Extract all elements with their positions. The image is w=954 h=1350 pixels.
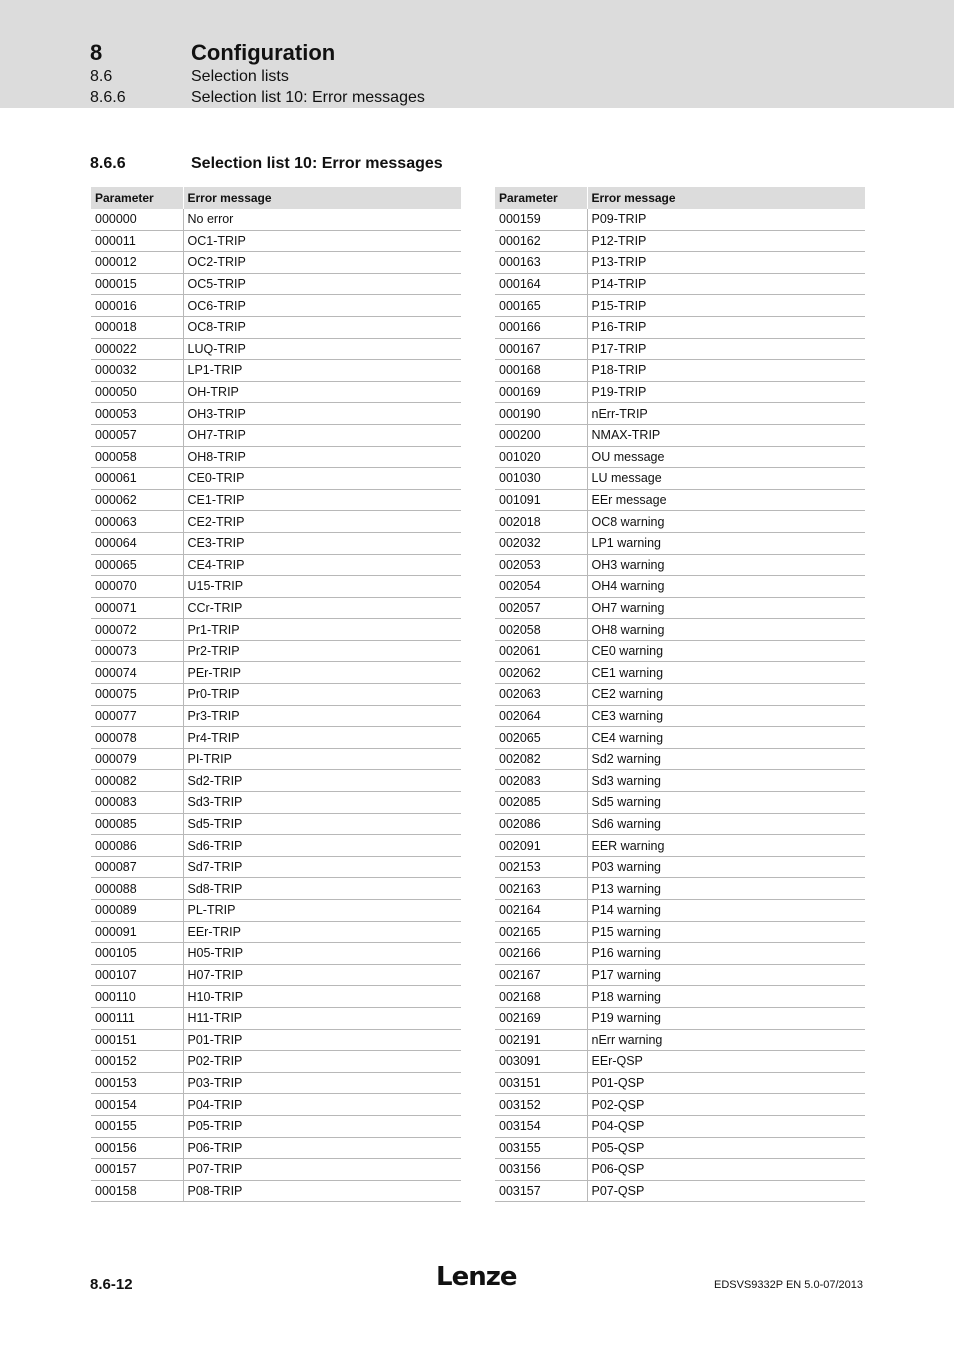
parameter-cell: 000088 bbox=[91, 878, 183, 900]
error-message-cell: P16-TRIP bbox=[587, 316, 865, 338]
table-row bbox=[495, 770, 865, 792]
error-message-cell: P13-TRIP bbox=[587, 252, 865, 274]
error-table-right bbox=[495, 187, 865, 1202]
table-row bbox=[495, 230, 865, 252]
error-message-cell: CE4-TRIP bbox=[183, 554, 461, 576]
parameter-cell: 000159 bbox=[495, 209, 587, 230]
parameter-cell: 000082 bbox=[91, 770, 183, 792]
parameter-cell: 003151 bbox=[495, 1072, 587, 1094]
error-message-cell: P15 warning bbox=[587, 921, 865, 943]
parameter-cell: 000074 bbox=[91, 662, 183, 684]
error-message-cell: LU message bbox=[587, 468, 865, 490]
error-message-cell: P06-TRIP bbox=[183, 1137, 461, 1159]
table-row bbox=[91, 619, 461, 641]
parameter-cell: 002091 bbox=[495, 835, 587, 857]
parameter-cell: 000083 bbox=[91, 792, 183, 814]
parameter-cell: 002163 bbox=[495, 878, 587, 900]
table-row bbox=[91, 1115, 461, 1137]
table-row bbox=[91, 381, 461, 403]
parameter-cell: 000152 bbox=[91, 1051, 183, 1073]
parameter-cell: 002086 bbox=[495, 813, 587, 835]
parameter-cell: 002063 bbox=[495, 684, 587, 706]
error-message-cell: OH8 warning bbox=[587, 619, 865, 641]
error-message-cell: P19 warning bbox=[587, 1007, 865, 1029]
table-row bbox=[495, 748, 865, 770]
error-message-cell: OH3 warning bbox=[587, 554, 865, 576]
table-row bbox=[91, 295, 461, 317]
error-message-cell: Pr1-TRIP bbox=[183, 619, 461, 641]
table-row bbox=[495, 684, 865, 706]
table-row bbox=[91, 360, 461, 382]
parameter-cell: 000158 bbox=[91, 1180, 183, 1202]
parameter-cell: 002062 bbox=[495, 662, 587, 684]
error-message-cell: PEr-TRIP bbox=[183, 662, 461, 684]
table-row bbox=[91, 748, 461, 770]
table-row bbox=[91, 813, 461, 835]
error-message-cell: Sd6-TRIP bbox=[183, 835, 461, 857]
error-message-cell: P04-TRIP bbox=[183, 1094, 461, 1116]
parameter-cell: 000058 bbox=[91, 446, 183, 468]
table-row bbox=[495, 1137, 865, 1159]
error-message-cell: CE2 warning bbox=[587, 684, 865, 706]
parameter-cell: 000155 bbox=[91, 1115, 183, 1137]
error-message-cell: Sd2-TRIP bbox=[183, 770, 461, 792]
table-row bbox=[495, 1029, 865, 1051]
error-message-cell: No error bbox=[183, 209, 461, 230]
error-message-cell: Pr0-TRIP bbox=[183, 684, 461, 706]
chapter-title: Configuration bbox=[191, 40, 336, 65]
table-row bbox=[91, 964, 461, 986]
lenze-logo: Lenze bbox=[436, 1262, 517, 1292]
parameter-cell: 002165 bbox=[495, 921, 587, 943]
table-row bbox=[495, 792, 865, 814]
error-message-cell: P06-QSP bbox=[587, 1159, 865, 1181]
error-message-cell: OH8-TRIP bbox=[183, 446, 461, 468]
error-message-cell: LUQ-TRIP bbox=[183, 338, 461, 360]
error-message-cell: P01-TRIP bbox=[183, 1029, 461, 1051]
page-number: 8.6-12 bbox=[90, 1276, 133, 1293]
table-row bbox=[495, 1007, 865, 1029]
error-message-cell: PL-TRIP bbox=[183, 900, 461, 922]
parameter-cell: 002153 bbox=[495, 856, 587, 878]
error-message-cell: OC5-TRIP bbox=[183, 273, 461, 295]
header-band bbox=[0, 0, 954, 108]
error-message-cell: P03 warning bbox=[587, 856, 865, 878]
parameter-cell: 000064 bbox=[91, 532, 183, 554]
error-message-cell: CE2-TRIP bbox=[183, 511, 461, 533]
parameter-cell: 002166 bbox=[495, 943, 587, 965]
table-row bbox=[91, 403, 461, 425]
table-row bbox=[495, 316, 865, 338]
error-message-cell: OC8-TRIP bbox=[183, 316, 461, 338]
error-message-cell: OH7 warning bbox=[587, 597, 865, 619]
error-message-cell: P18-TRIP bbox=[587, 360, 865, 382]
heading-title: Selection list 10: Error messages bbox=[191, 155, 443, 172]
parameter-cell: 002083 bbox=[495, 770, 587, 792]
table-row bbox=[91, 1159, 461, 1181]
error-message-cell: P04-QSP bbox=[587, 1115, 865, 1137]
parameter-cell: 000151 bbox=[91, 1029, 183, 1051]
table-row bbox=[91, 986, 461, 1008]
parameter-cell: 000077 bbox=[91, 705, 183, 727]
parameter-cell: 000091 bbox=[91, 921, 183, 943]
table-row bbox=[495, 446, 865, 468]
parameter-cell: 000015 bbox=[91, 273, 183, 295]
error-message-cell: P05-TRIP bbox=[183, 1115, 461, 1137]
table-row bbox=[495, 381, 865, 403]
parameter-cell: 002169 bbox=[495, 1007, 587, 1029]
parameter-cell: 002065 bbox=[495, 727, 587, 749]
error-message-cell: Sd5-TRIP bbox=[183, 813, 461, 835]
error-message-cell: Sd8-TRIP bbox=[183, 878, 461, 900]
table-row bbox=[495, 662, 865, 684]
parameter-cell: 000107 bbox=[91, 964, 183, 986]
table-row bbox=[91, 532, 461, 554]
table-row bbox=[91, 662, 461, 684]
table-row bbox=[495, 338, 865, 360]
parameter-cell: 000018 bbox=[91, 316, 183, 338]
parameter-cell: 000062 bbox=[91, 489, 183, 511]
error-message-cell: OH3-TRIP bbox=[183, 403, 461, 425]
table-row bbox=[495, 360, 865, 382]
error-message-cell: LP1-TRIP bbox=[183, 360, 461, 382]
table-row bbox=[91, 1029, 461, 1051]
parameter-cell: 000157 bbox=[91, 1159, 183, 1181]
parameter-cell: 000190 bbox=[495, 403, 587, 425]
error-message-cell: CCr-TRIP bbox=[183, 597, 461, 619]
table-row bbox=[91, 921, 461, 943]
table-row bbox=[495, 856, 865, 878]
parameter-cell: 003155 bbox=[495, 1137, 587, 1159]
parameter-cell: 000057 bbox=[91, 424, 183, 446]
error-message-cell: P02-QSP bbox=[587, 1094, 865, 1116]
table-row bbox=[495, 1072, 865, 1094]
table-row bbox=[495, 1159, 865, 1181]
parameter-cell: 000073 bbox=[91, 640, 183, 662]
parameter-cell: 002167 bbox=[495, 964, 587, 986]
table-row bbox=[91, 489, 461, 511]
parameter-cell: 002058 bbox=[495, 619, 587, 641]
table-row bbox=[495, 532, 865, 554]
parameter-cell: 002082 bbox=[495, 748, 587, 770]
error-message-cell: P13 warning bbox=[587, 878, 865, 900]
error-message-cell: P05-QSP bbox=[587, 1137, 865, 1159]
error-message-column-header: Error message bbox=[587, 187, 865, 209]
parameter-column-header: Parameter bbox=[495, 187, 587, 209]
error-message-cell: CE1-TRIP bbox=[183, 489, 461, 511]
parameter-cell: 001030 bbox=[495, 468, 587, 490]
parameter-cell: 000164 bbox=[495, 273, 587, 295]
table-row bbox=[495, 1094, 865, 1116]
parameter-cell: 000087 bbox=[91, 856, 183, 878]
parameter-cell: 000072 bbox=[91, 619, 183, 641]
parameter-cell: 000022 bbox=[91, 338, 183, 360]
table-row bbox=[91, 900, 461, 922]
parameter-cell: 002032 bbox=[495, 532, 587, 554]
parameter-cell: 000075 bbox=[91, 684, 183, 706]
table-row bbox=[495, 878, 865, 900]
table-row bbox=[91, 727, 461, 749]
table-row bbox=[495, 511, 865, 533]
table-row bbox=[91, 273, 461, 295]
parameter-cell: 003091 bbox=[495, 1051, 587, 1073]
parameter-cell: 002057 bbox=[495, 597, 587, 619]
parameter-cell: 003152 bbox=[495, 1094, 587, 1116]
parameter-cell: 000012 bbox=[91, 252, 183, 274]
parameter-cell: 000111 bbox=[91, 1007, 183, 1029]
error-message-cell: EEr-TRIP bbox=[183, 921, 461, 943]
error-message-cell: P09-TRIP bbox=[587, 209, 865, 230]
parameter-cell: 000000 bbox=[91, 209, 183, 230]
parameter-cell: 001091 bbox=[495, 489, 587, 511]
parameter-cell: 000165 bbox=[495, 295, 587, 317]
parameter-cell: 000153 bbox=[91, 1072, 183, 1094]
error-message-cell: Sd2 warning bbox=[587, 748, 865, 770]
table-row bbox=[495, 1051, 865, 1073]
table-row bbox=[495, 640, 865, 662]
table-row bbox=[495, 424, 865, 446]
error-message-cell: P08-TRIP bbox=[183, 1180, 461, 1202]
parameter-cell: 000011 bbox=[91, 230, 183, 252]
subsection-title: Selection list 10: Error messages bbox=[191, 89, 425, 106]
parameter-cell: 002061 bbox=[495, 640, 587, 662]
error-message-cell: P14-TRIP bbox=[587, 273, 865, 295]
table-header-row bbox=[91, 187, 461, 209]
table-row bbox=[91, 576, 461, 598]
table-row bbox=[495, 705, 865, 727]
table-row bbox=[495, 576, 865, 598]
parameter-cell: 002018 bbox=[495, 511, 587, 533]
table-row bbox=[495, 209, 865, 230]
table-row bbox=[91, 468, 461, 490]
error-message-cell: OH4 warning bbox=[587, 576, 865, 598]
table-row bbox=[91, 252, 461, 274]
table-row bbox=[495, 986, 865, 1008]
table-row bbox=[495, 964, 865, 986]
parameter-cell: 002085 bbox=[495, 792, 587, 814]
error-message-cell: OH-TRIP bbox=[183, 381, 461, 403]
table-row bbox=[495, 489, 865, 511]
table-row bbox=[495, 468, 865, 490]
error-message-cell: PI-TRIP bbox=[183, 748, 461, 770]
parameter-cell: 000079 bbox=[91, 748, 183, 770]
parameter-cell: 000070 bbox=[91, 576, 183, 598]
parameter-cell: 003154 bbox=[495, 1115, 587, 1137]
table-row bbox=[91, 684, 461, 706]
error-message-cell: OC2-TRIP bbox=[183, 252, 461, 274]
parameter-cell: 000086 bbox=[91, 835, 183, 857]
error-message-cell: U15-TRIP bbox=[183, 576, 461, 598]
parameter-cell: 000168 bbox=[495, 360, 587, 382]
parameter-cell: 002191 bbox=[495, 1029, 587, 1051]
parameter-cell: 000065 bbox=[91, 554, 183, 576]
parameter-cell: 000053 bbox=[91, 403, 183, 425]
error-message-cell: P19-TRIP bbox=[587, 381, 865, 403]
error-message-cell: EEr-QSP bbox=[587, 1051, 865, 1073]
error-message-cell: P12-TRIP bbox=[587, 230, 865, 252]
table-row bbox=[91, 878, 461, 900]
error-message-cell: nErr warning bbox=[587, 1029, 865, 1051]
table-row bbox=[91, 511, 461, 533]
error-message-cell: CE1 warning bbox=[587, 662, 865, 684]
error-message-cell: P17 warning bbox=[587, 964, 865, 986]
document-id: EDSVS9332P EN 5.0-07/2013 bbox=[713, 1279, 863, 1291]
parameter-cell: 000156 bbox=[91, 1137, 183, 1159]
error-message-cell: Sd6 warning bbox=[587, 813, 865, 835]
error-message-cell: P18 warning bbox=[587, 986, 865, 1008]
table-row bbox=[91, 640, 461, 662]
table-row bbox=[91, 1051, 461, 1073]
table-row bbox=[91, 856, 461, 878]
error-message-cell: Sd3-TRIP bbox=[183, 792, 461, 814]
error-message-cell: Sd7-TRIP bbox=[183, 856, 461, 878]
table-row bbox=[91, 1094, 461, 1116]
error-message-cell: CE0-TRIP bbox=[183, 468, 461, 490]
parameter-cell: 000169 bbox=[495, 381, 587, 403]
parameter-cell: 000166 bbox=[495, 316, 587, 338]
table-row bbox=[91, 1137, 461, 1159]
error-message-cell: OC1-TRIP bbox=[183, 230, 461, 252]
parameter-cell: 000063 bbox=[91, 511, 183, 533]
table-row bbox=[91, 1007, 461, 1029]
table-row bbox=[91, 943, 461, 965]
table-row bbox=[495, 727, 865, 749]
error-message-cell: CE3 warning bbox=[587, 705, 865, 727]
table-row bbox=[91, 835, 461, 857]
error-message-cell: OC8 warning bbox=[587, 511, 865, 533]
parameter-cell: 000085 bbox=[91, 813, 183, 835]
error-message-cell: P15-TRIP bbox=[587, 295, 865, 317]
error-message-cell: LP1 warning bbox=[587, 532, 865, 554]
parameter-cell: 002164 bbox=[495, 900, 587, 922]
error-message-cell: P07-QSP bbox=[587, 1180, 865, 1202]
parameter-cell: 000110 bbox=[91, 986, 183, 1008]
error-message-cell: P07-TRIP bbox=[183, 1159, 461, 1181]
table-row bbox=[495, 943, 865, 965]
table-row bbox=[495, 813, 865, 835]
error-message-cell: Pr2-TRIP bbox=[183, 640, 461, 662]
parameter-cell: 000061 bbox=[91, 468, 183, 490]
parameter-cell: 000105 bbox=[91, 943, 183, 965]
parameter-cell: 000162 bbox=[495, 230, 587, 252]
error-message-cell: P16 warning bbox=[587, 943, 865, 965]
parameter-cell: 002064 bbox=[495, 705, 587, 727]
table-row bbox=[495, 900, 865, 922]
error-message-cell: P14 warning bbox=[587, 900, 865, 922]
table-row bbox=[91, 446, 461, 468]
heading-number: 8.6.6 bbox=[90, 155, 126, 172]
error-message-cell: OH7-TRIP bbox=[183, 424, 461, 446]
error-message-cell: H11-TRIP bbox=[183, 1007, 461, 1029]
table-row bbox=[91, 597, 461, 619]
section-title: Selection lists bbox=[191, 68, 289, 85]
parameter-cell: 000050 bbox=[91, 381, 183, 403]
table-row bbox=[495, 835, 865, 857]
table-row bbox=[495, 295, 865, 317]
section-number: 8.6 bbox=[90, 68, 113, 85]
error-message-cell: Sd5 warning bbox=[587, 792, 865, 814]
parameter-cell: 000078 bbox=[91, 727, 183, 749]
parameter-cell: 002054 bbox=[495, 576, 587, 598]
table-row bbox=[91, 424, 461, 446]
error-table-left bbox=[91, 187, 461, 1202]
error-message-cell: OU message bbox=[587, 446, 865, 468]
table-row bbox=[495, 597, 865, 619]
error-message-cell: EER warning bbox=[587, 835, 865, 857]
parameter-cell: 000032 bbox=[91, 360, 183, 382]
table-row bbox=[91, 230, 461, 252]
parameter-cell: 003156 bbox=[495, 1159, 587, 1181]
table-row bbox=[91, 554, 461, 576]
table-row bbox=[91, 1180, 461, 1202]
error-message-cell: NMAX-TRIP bbox=[587, 424, 865, 446]
chapter-number: 8 bbox=[90, 40, 103, 65]
table-row bbox=[495, 1180, 865, 1202]
table-row bbox=[91, 770, 461, 792]
table-row bbox=[495, 403, 865, 425]
table-row bbox=[495, 1115, 865, 1137]
table-row bbox=[495, 554, 865, 576]
table-row bbox=[91, 316, 461, 338]
error-message-column-header: Error message bbox=[183, 187, 461, 209]
error-message-cell: CE0 warning bbox=[587, 640, 865, 662]
table-row bbox=[495, 273, 865, 295]
parameter-cell: 000154 bbox=[91, 1094, 183, 1116]
error-message-cell: H10-TRIP bbox=[183, 986, 461, 1008]
table-row bbox=[495, 252, 865, 274]
error-message-cell: Sd3 warning bbox=[587, 770, 865, 792]
error-message-cell: Pr3-TRIP bbox=[183, 705, 461, 727]
parameter-cell: 003157 bbox=[495, 1180, 587, 1202]
table-row bbox=[91, 705, 461, 727]
error-message-cell: H07-TRIP bbox=[183, 964, 461, 986]
error-message-cell: H05-TRIP bbox=[183, 943, 461, 965]
parameter-cell: 001020 bbox=[495, 446, 587, 468]
table-row bbox=[91, 209, 461, 230]
error-message-cell: CE3-TRIP bbox=[183, 532, 461, 554]
error-message-cell: CE4 warning bbox=[587, 727, 865, 749]
parameter-cell: 002053 bbox=[495, 554, 587, 576]
table-row bbox=[495, 921, 865, 943]
parameter-cell: 000167 bbox=[495, 338, 587, 360]
parameter-cell: 002168 bbox=[495, 986, 587, 1008]
subsection-number: 8.6.6 bbox=[90, 89, 126, 106]
table-row bbox=[91, 792, 461, 814]
error-message-cell: P03-TRIP bbox=[183, 1072, 461, 1094]
parameter-cell: 000089 bbox=[91, 900, 183, 922]
table-header-row bbox=[495, 187, 865, 209]
error-message-cell: EEr message bbox=[587, 489, 865, 511]
table-row bbox=[91, 1072, 461, 1094]
parameter-cell: 000016 bbox=[91, 295, 183, 317]
error-message-cell: nErr-TRIP bbox=[587, 403, 865, 425]
parameter-cell: 000071 bbox=[91, 597, 183, 619]
parameter-cell: 000163 bbox=[495, 252, 587, 274]
error-message-cell: P01-QSP bbox=[587, 1072, 865, 1094]
table-row bbox=[91, 338, 461, 360]
error-message-cell: P02-TRIP bbox=[183, 1051, 461, 1073]
table-row bbox=[495, 619, 865, 641]
error-message-cell: OC6-TRIP bbox=[183, 295, 461, 317]
parameter-column-header: Parameter bbox=[91, 187, 183, 209]
error-message-cell: Pr4-TRIP bbox=[183, 727, 461, 749]
parameter-cell: 000200 bbox=[495, 424, 587, 446]
error-message-cell: P17-TRIP bbox=[587, 338, 865, 360]
